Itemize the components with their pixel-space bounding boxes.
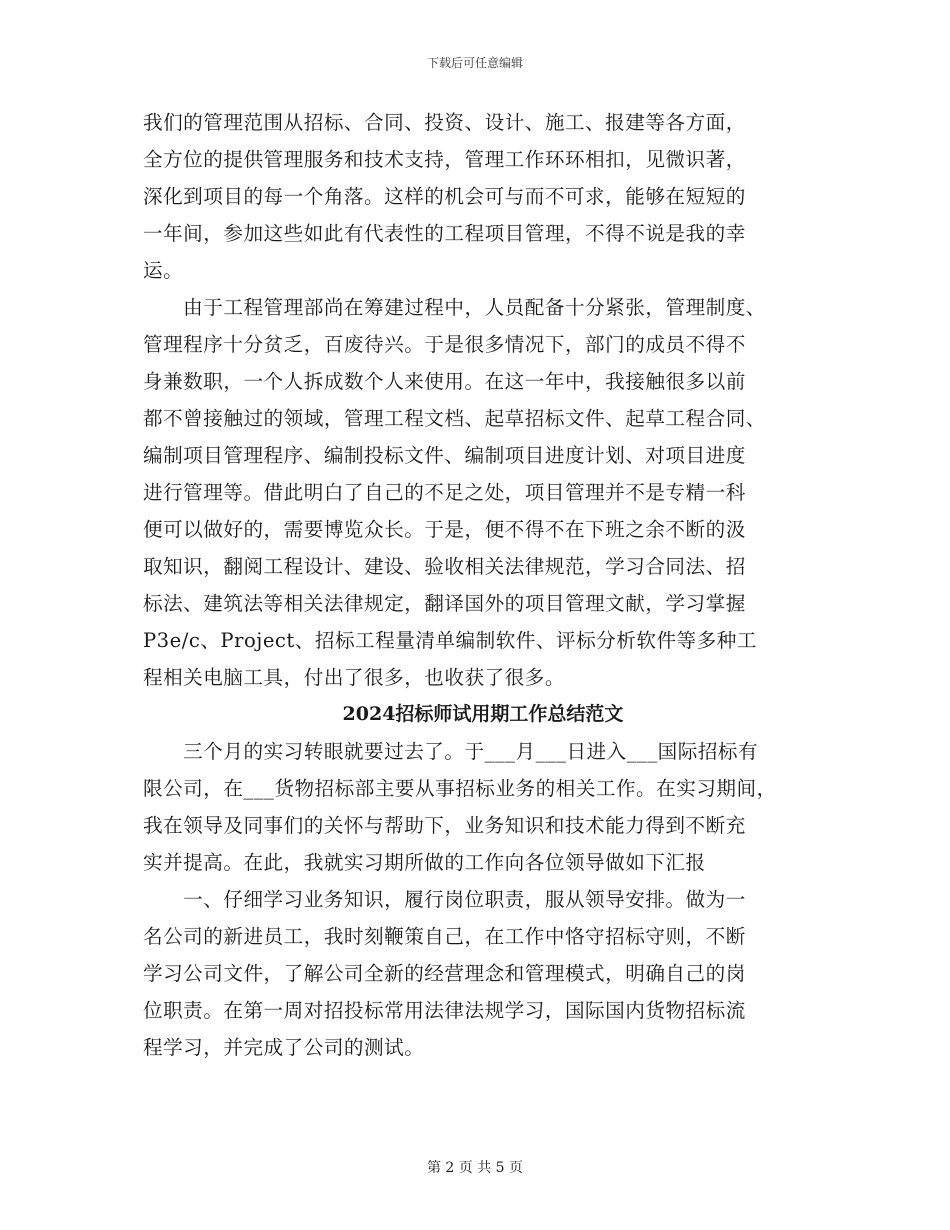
body-line: 取知识，翻阅工程设计、建设、验收相关法律规范，学习合同法、招 <box>143 555 746 578</box>
body-line: 深化到项目的每一个角落。这样的机会可与而不可求，能够在短短的 <box>143 185 746 208</box>
body-line: 实并提高。在此，我就实习期所做的工作向各位领导做如下汇报 <box>143 851 706 874</box>
document-body <box>143 104 823 1066</box>
body-line: 一、仔细学习业务知识，履行岗位职责，服从领导安排。做为一 <box>143 888 746 911</box>
body-line: 程学习，并完成了公司的测试。 <box>143 1036 425 1059</box>
body-line: 运。 <box>143 259 184 282</box>
body-line: 一年间，参加这些如此有代表性的工程项目管理，不得不说是我的幸 <box>143 222 746 245</box>
body-line: 编制项目管理程序、编制投标文件、编制项目进度计划、对项目进度 <box>143 444 746 467</box>
body-line: 学习公司文件，了解公司全新的经营理念和管理模式，明确自己的岗 <box>143 962 746 985</box>
body-line: 身兼数职，一个人拆成数个人来使用。在这一年中，我接触很多以前 <box>143 370 746 393</box>
body-line: 程相关电脑工具，付出了很多，也收获了很多。 <box>143 666 565 689</box>
page-number: 第 2 页 共 5 页 <box>426 1160 524 1176</box>
body-line: 三个月的实习转眼就要过去了。于___月___日进入___国际招标有 <box>143 740 759 763</box>
body-line: 管理程序十分贫乏，百废待兴。于是很多情况下，部门的成员不得不 <box>143 333 746 356</box>
body-line: 我们的管理范围从招标、合同、投资、设计、施工、报建等各方面， <box>143 111 746 134</box>
body-line: 全方位的提供管理服务和技术支持，管理工作环环相扣，见微识著， <box>143 148 746 171</box>
body-line: 由于工程管理部尚在筹建过程中，人员配备十分紧张，管理制度、 <box>143 296 766 319</box>
body-line: 进行管理等。借此明白了自己的不足之处，项目管理并不是专精一科 <box>143 481 746 504</box>
page-header: 下载后可任意编辑 <box>426 56 523 70</box>
section-title: 2024招标师试用期工作总结范文 <box>342 703 624 725</box>
body-line: 都不曾接触过的领域，管理工程文档、起草招标文件、起草工程合同、 <box>143 407 766 430</box>
body-line: 标法、建筑法等相关法律规定，翻译国外的项目管理文献，学习掌握 <box>143 592 746 615</box>
body-line: 便可以做好的，需要博览众长。于是，便不得不在下班之余不断的汲 <box>143 518 746 541</box>
body-line: 位职责。在第一周对招投标常用法律法规学习，国际国内货物招标流 <box>143 999 746 1022</box>
body-line: 名公司的新进员工，我时刻鞭策自己，在工作中恪守招标守则，不断 <box>143 925 746 948</box>
body-line: 限公司，在___货物招标部主要从事招标业务的相关工作。在实习期间， <box>143 777 777 800</box>
body-line: P3e/c、Project、招标工程量清单编制软件、评标分析软件等多种工 <box>143 629 757 652</box>
body-line: 我在领导及同事们的关怀与帮助下，业务知识和技术能力得到不断充 <box>143 814 746 837</box>
